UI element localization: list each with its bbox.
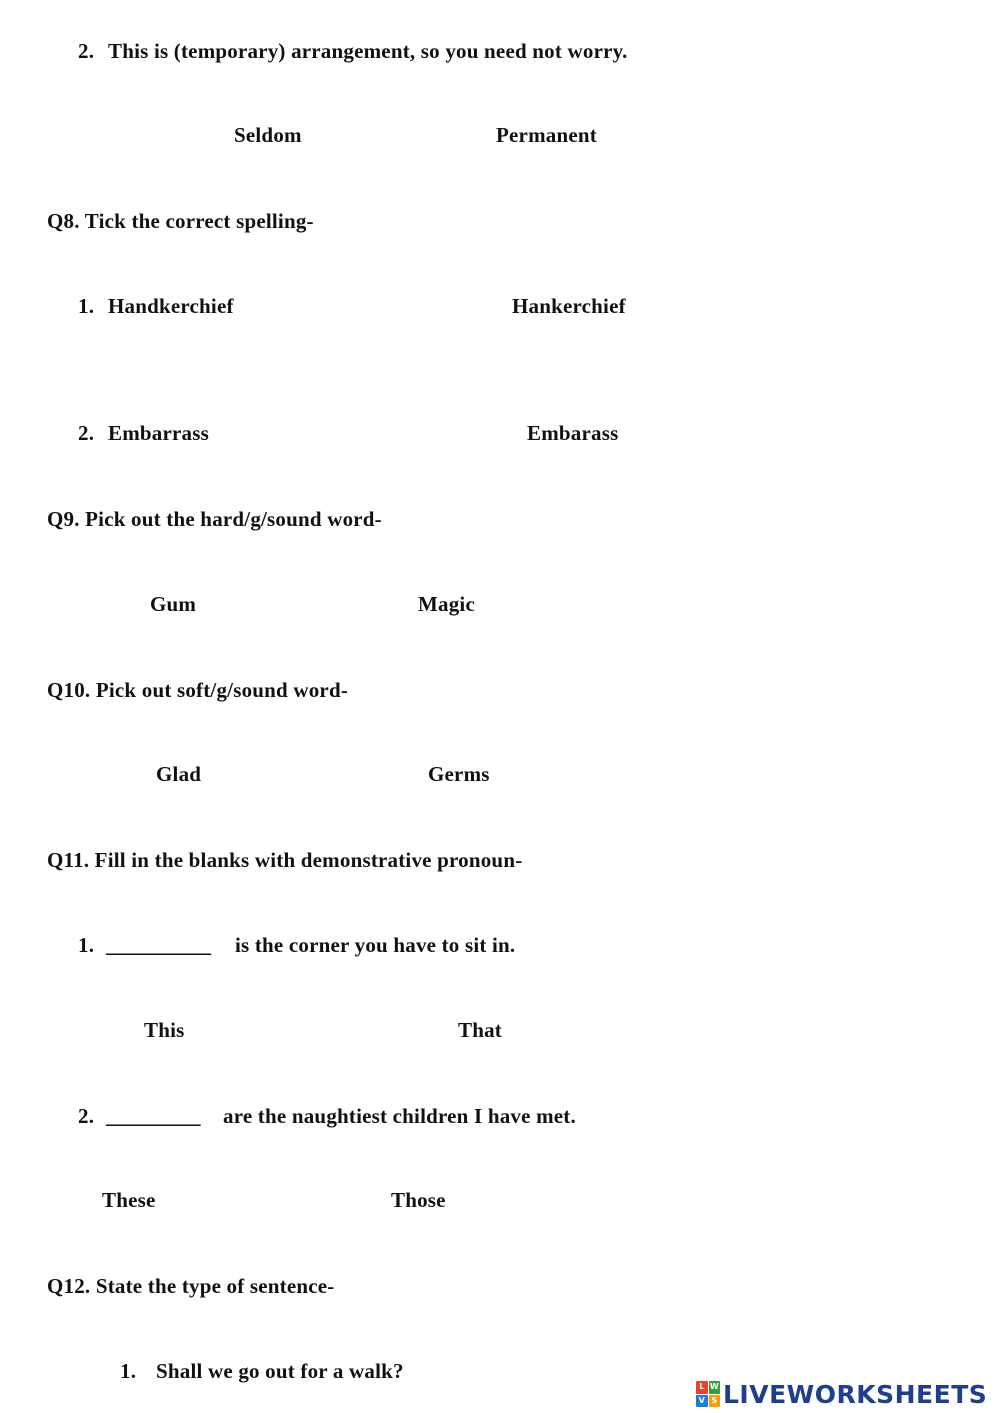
q8-heading: Q8. Tick the correct spelling- xyxy=(47,209,314,233)
q12-heading: Q12. State the type of sentence- xyxy=(47,1274,335,1298)
q10-heading: Q10. Pick out soft/g/sound word- xyxy=(47,678,349,702)
q8-item2-option-embarrass[interactable]: Embarrass xyxy=(108,421,209,445)
q7-item2-text: This is (temporary) arrangement, so you need not worry. xyxy=(108,39,628,63)
q8-item2-option-embarass[interactable]: Embarass xyxy=(527,421,619,445)
q11-item1-option-that[interactable]: That xyxy=(458,1018,502,1042)
q11-item2-number: 2. xyxy=(78,1104,95,1128)
q11-item2-option-those[interactable]: Those xyxy=(391,1188,446,1212)
q8-item1-option-handkerchief[interactable]: Handkerchief xyxy=(108,294,234,318)
q11-item1-number: 1. xyxy=(78,933,95,957)
q7-option-permanent[interactable]: Permanent xyxy=(496,123,597,147)
q11-item2-option-these[interactable]: These xyxy=(102,1188,156,1212)
logo-mark-tile: L xyxy=(696,1381,708,1394)
q12-item1-text: Shall we go out for a walk? xyxy=(156,1359,404,1383)
q11-item1-text: is the corner you have to sit in. xyxy=(235,933,516,957)
q12-item1-number: 1. xyxy=(120,1359,137,1383)
q8-item1-number: 1. xyxy=(78,294,95,318)
q9-option-magic[interactable]: Magic xyxy=(418,592,475,616)
q11-item1-blank[interactable]: __________ xyxy=(106,933,211,957)
liveworksheets-logo xyxy=(696,1378,987,1410)
logo-mark-tile: W xyxy=(709,1381,721,1394)
q7-option-seldom[interactable]: Seldom xyxy=(234,123,302,147)
q9-heading: Q9. Pick out the hard/g/sound word- xyxy=(47,507,382,531)
logo-mark-tile: V xyxy=(696,1395,708,1408)
q11-heading: Q11. Fill in the blanks with demonstrative pronoun- xyxy=(47,848,523,872)
q8-item2-number: 2. xyxy=(78,421,95,445)
q11-item2-text: are the naughtiest children I have met. xyxy=(223,1104,576,1128)
q9-option-gum[interactable]: Gum xyxy=(150,592,197,616)
logo-mark-tile: S xyxy=(709,1395,721,1408)
liveworksheets-logo-text: LIVEWORKSHEETS xyxy=(723,1379,988,1409)
q10-option-germs[interactable]: Germs xyxy=(428,762,490,786)
q10-option-glad[interactable]: Glad xyxy=(156,762,202,786)
q11-item1-option-this[interactable]: This xyxy=(144,1018,185,1042)
q7-item2-number: 2. xyxy=(78,39,95,63)
liveworksheets-logo-mark-icon xyxy=(696,1381,720,1407)
q11-item2-blank[interactable]: _________ xyxy=(106,1104,201,1128)
q8-item1-option-hankerchief[interactable]: Hankerchief xyxy=(512,294,626,318)
